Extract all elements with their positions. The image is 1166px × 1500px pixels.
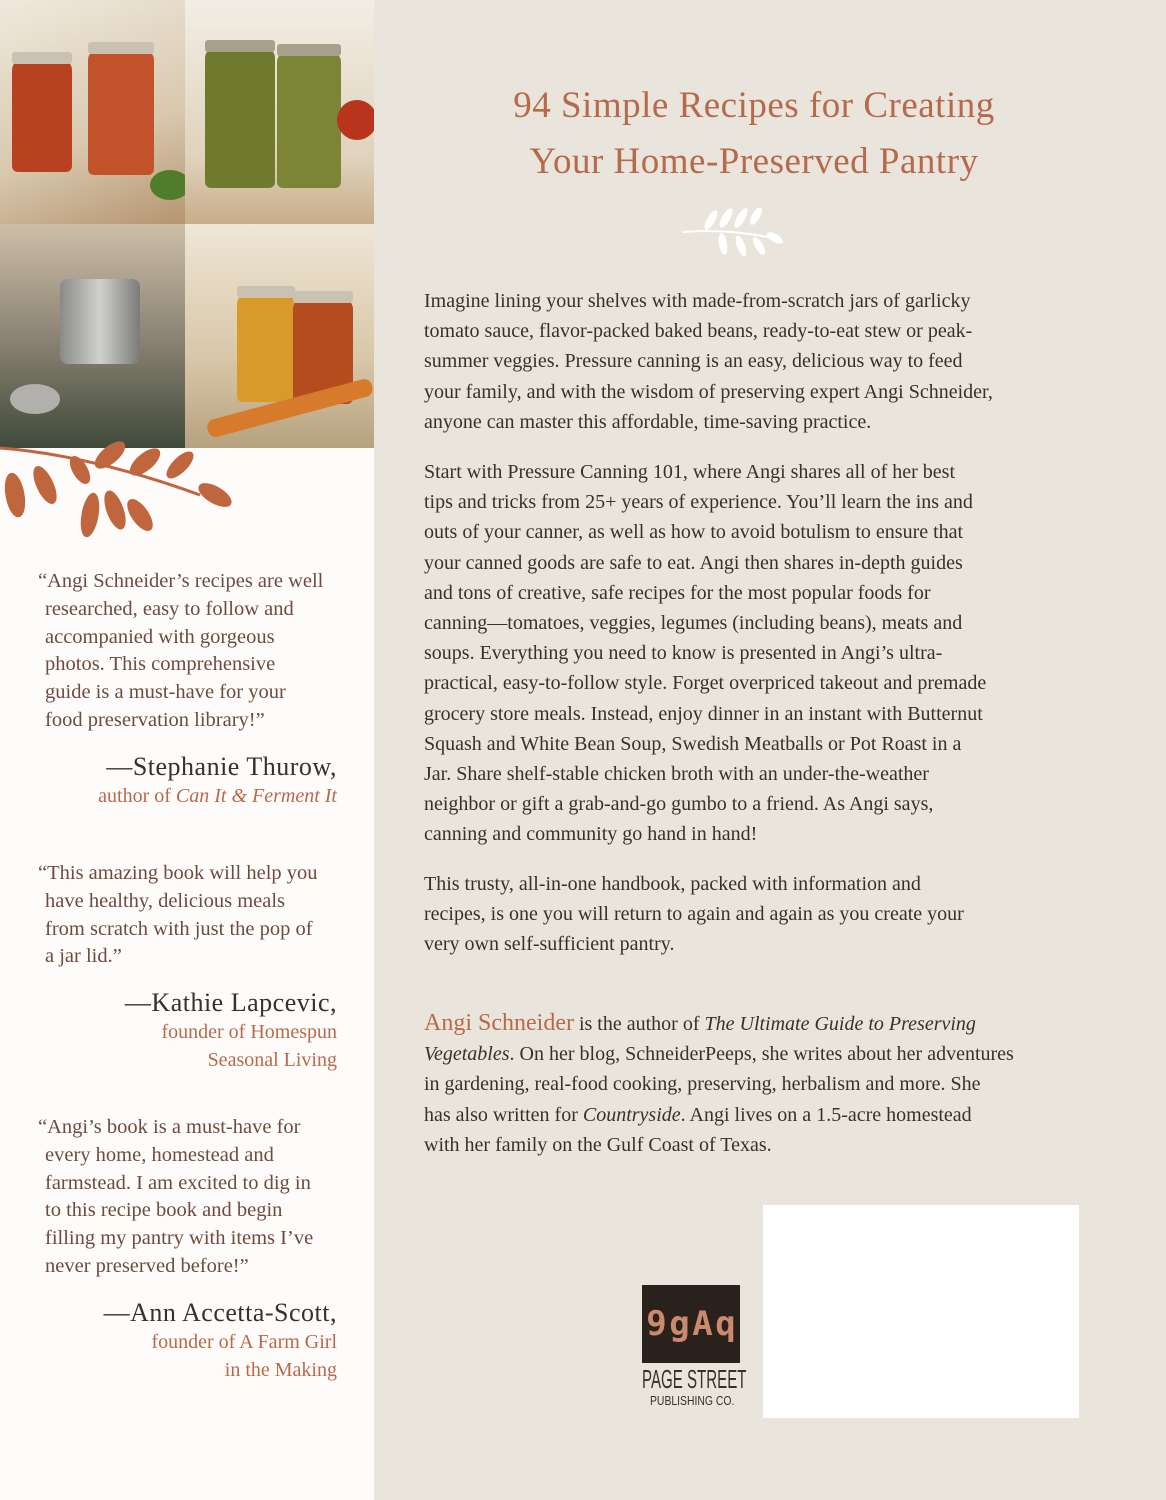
text-line [424,1039,1014,1069]
quote-line: filling my pantry with items I’ve [45,1227,314,1250]
text-line [104,1356,337,1384]
quote-line: guide is a must-have for your [45,681,286,704]
quote-line: never preserved before!” [45,1254,249,1277]
text-line [424,1069,1014,1099]
quote-line: “Angi Schneider’s recipes are well [38,570,324,592]
text-segment: author of [98,785,176,807]
tagline-line-1: 94 Simple Recipes for Creating [513,85,995,126]
text-segment: in the Making [224,1359,337,1381]
text-line: recipes, is one you will return to again and again as you create your [424,903,964,926]
text-line: neighbor or gift a grab-and-go gumbo to a friend. As Angi says, [424,793,934,816]
quote-line: farmstead. I am excited to dig in [45,1171,311,1194]
description-paragraph [424,286,993,437]
text-line: your canned goods are safe to eat. Angi then shares in-depth guides [424,551,963,574]
text-segment: has also written for [424,1103,583,1126]
author-bio [424,1008,1014,1160]
quote-line: food preservation library!” [45,708,265,731]
book-title: The Ultimate Guide to Preserving [704,1013,976,1035]
testimonial-quote [38,860,318,971]
text-line: Squash and White Bean Soup, Swedish Meatballs or Pot Roast in a [424,732,962,755]
text-line: grocery store meals. Instead, enjoy dinner in an instant with Butternut [424,702,983,725]
text-line: Jar. Share shelf-stable chicken broth with an under-the-weather [424,763,929,786]
book-title: Vegetables [424,1043,510,1066]
text-line: summer veggies. Pressure canning is an easy, delicious way to feed [424,350,963,373]
publisher-logo [642,1285,747,1408]
text-line: and tons of creative, safe recipes for the most popular foods for [424,581,931,604]
text-line: Start with Pressure Canning 101, where Angi shares all of her best [424,461,956,483]
photo-pressure-canner [0,224,185,448]
text-line [125,1046,337,1074]
photo-green-bean-jars [185,0,374,224]
left-panel [0,0,374,1500]
attribution-name: —Kathie Lapcevic, [124,988,337,1017]
description-paragraph [424,869,964,960]
text-line [98,782,337,810]
text-line: your family, and with the wisdom of preserving expert Angi Schneider, [424,380,993,403]
description-paragraph [424,457,986,850]
book-title: Countryside [582,1103,681,1126]
text-line [424,1008,1014,1039]
quote-line: accompanied with gorgeous [45,625,275,648]
text-line [104,1328,337,1356]
quote-line: researched, easy to follow and [45,597,294,620]
text-line [125,1018,337,1046]
quote-line: photos. This comprehensive [45,653,276,676]
photo-broth-jars [185,224,374,448]
text-line: canning—tomatoes, veggies, legumes (including beans), meats and [424,612,963,635]
text-segment: in gardening, real-food cooking, preserving, herbalism and more. She [424,1073,981,1096]
quote-attribution [98,752,337,810]
quote-line: to this recipe book and begin [45,1199,283,1222]
text-line: anyone can master this affordable, time-saving practice. [424,410,872,433]
barcode-area [763,1205,1079,1418]
text-line [424,1130,1014,1160]
text-line: canning and community go hand in hand! [424,823,758,846]
letterpress-block-icon: 9 g A q [642,1285,740,1363]
text-line: This trusty, all-in-one handbook, packed with information and [424,873,921,895]
quote-attribution [125,988,337,1074]
text-line: outs of your canner, as well as how to avoid botulism to ensure that [424,521,964,544]
attribution-name: —Stephanie Thurow, [106,752,337,781]
book-title: Can It & Ferment It [175,785,337,807]
text-segment: Seasonal Living [207,1049,337,1071]
publisher-name: PAGE STREET [642,1364,747,1394]
publisher-subname: PUBLISHING CO. [650,1393,735,1408]
text-segment: . Angi lives on a 1.5-acre homestead [680,1103,972,1126]
leaf-branch-icon [0,440,240,550]
text-segment: . On her blog, SchneiderPeeps, she writes about her adventures [509,1043,1014,1066]
text-line: practical, easy-to-follow style. Forget overpriced takeout and premade [424,672,987,695]
tagline-line-2: Your Home-Preserved Pantry [529,141,979,182]
testimonial-quote [38,1114,313,1281]
text-line [424,1100,1014,1130]
quote-line: a jar lid.” [45,945,122,968]
text-line: tomato sauce, flavor-packed baked beans, ready-to-eat stew or peak- [424,320,973,343]
quote-line: every home, homestead and [45,1143,274,1166]
photo-tomato-jars [0,0,185,224]
testimonial-quote [38,568,323,735]
quote-line: “This amazing book will help you [38,862,318,884]
text-line: very own self-sufficient pantry. [424,933,675,956]
text-line: soups. Everything you need to know is presented in Angi’s ultra- [424,642,943,665]
quote-line: “Angi’s book is a must-have for [38,1116,301,1138]
white-leaf-sprig-icon [681,208,785,258]
quote-line: have healthy, delicious meals [45,889,286,912]
quote-attribution [104,1298,337,1384]
text-segment: founder of A Farm Girl [151,1331,337,1353]
text-segment: with her family on the Gulf Coast of Texas. [424,1133,772,1156]
text-line: Imagine lining your shelves with made-from-scratch jars of garlicky [424,290,971,312]
text-segment: founder of Homespun [161,1021,337,1043]
author-name: Angi Schneider [424,1010,574,1036]
text-segment: is the author of [573,1013,705,1035]
text-line: tips and tricks from 25+ years of experience. You’ll learn the ins and [424,491,973,514]
quote-line: from scratch with just the pop of [45,917,313,940]
attribution-name: —Ann Accetta-Scott, [103,1298,337,1327]
